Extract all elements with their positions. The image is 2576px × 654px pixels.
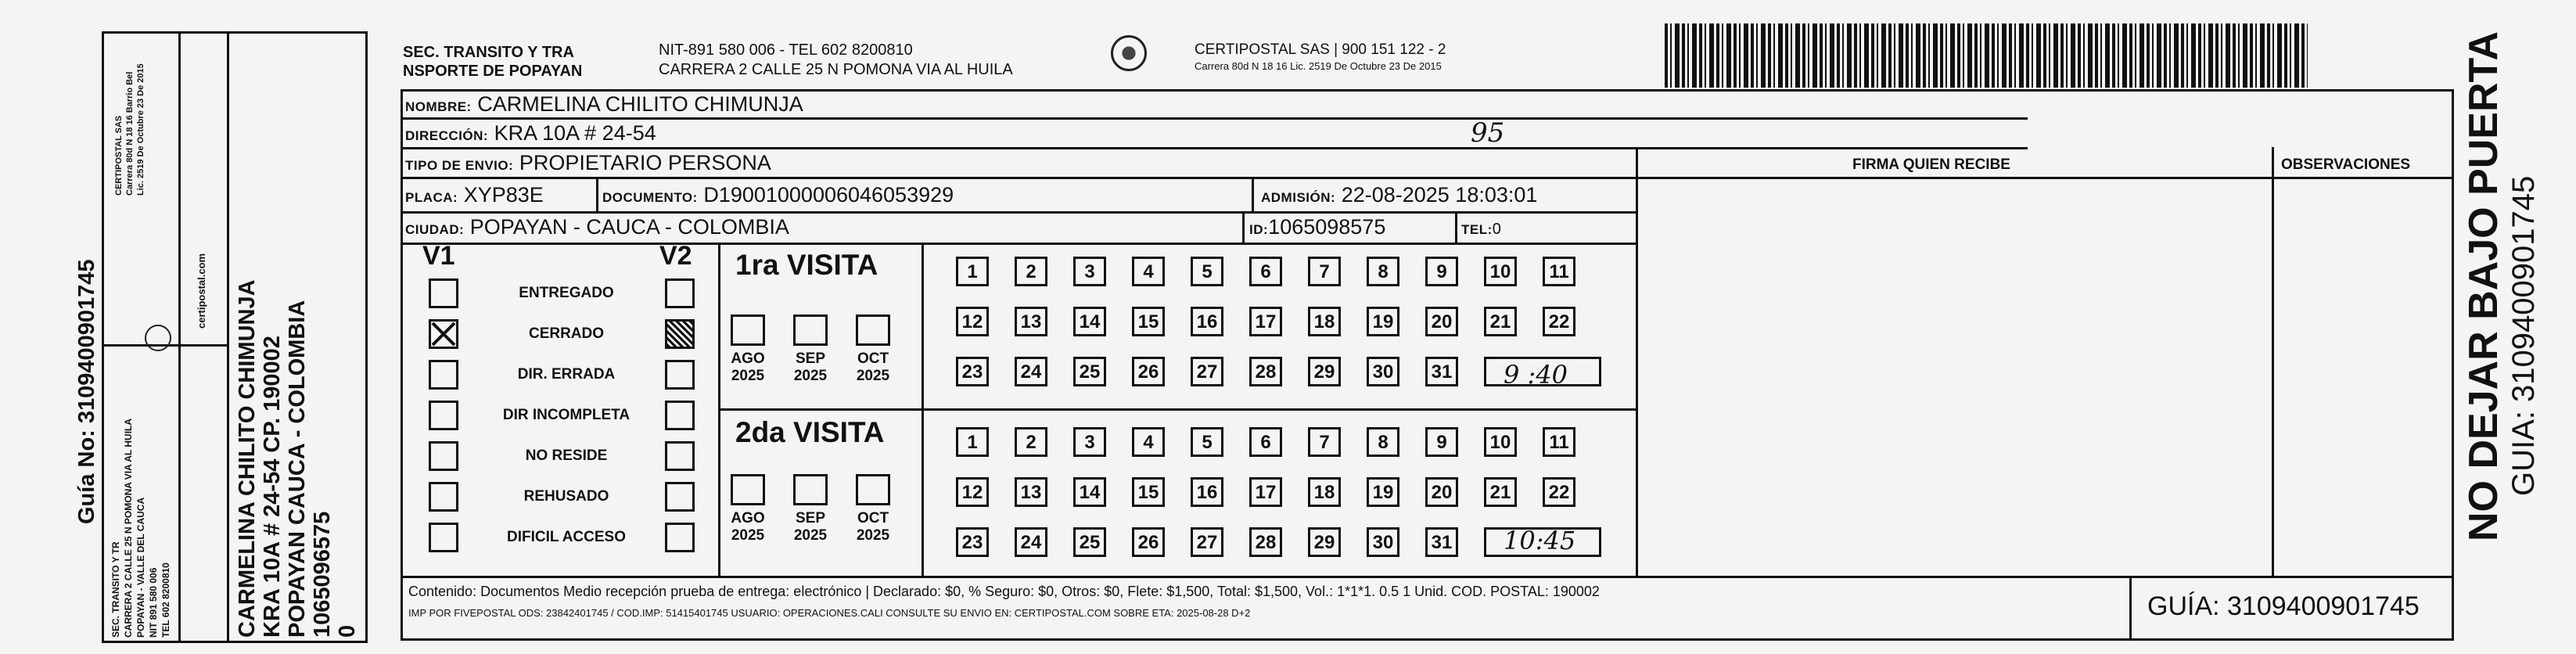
- day-box[interactable]: 7: [1308, 427, 1341, 457]
- v2-checkbox-entregado[interactable]: [665, 278, 695, 308]
- day-box[interactable]: 12: [956, 477, 989, 507]
- day-box[interactable]: 21: [1484, 477, 1517, 507]
- day-box[interactable]: 11: [1543, 257, 1575, 286]
- visit-row-divider: [718, 408, 1638, 411]
- header-sender: SEC. TRANSITO Y TRA NSPORTE DE POPAYAN: [403, 44, 583, 80]
- day-box[interactable]: 4: [1132, 427, 1165, 457]
- day-box[interactable]: 15: [1132, 307, 1165, 336]
- day-box[interactable]: 24: [1015, 357, 1047, 386]
- day-box[interactable]: 29: [1308, 527, 1341, 557]
- col-line-id: [1242, 211, 1245, 243]
- day-box[interactable]: 27: [1191, 357, 1223, 386]
- day-box[interactable]: 8: [1367, 257, 1399, 286]
- day-box[interactable]: 22: [1543, 307, 1575, 336]
- day-box[interactable]: 17: [1249, 477, 1282, 507]
- v2-checkbox-dificil-acceso[interactable]: [665, 523, 695, 552]
- month-label: SEP 2025: [793, 510, 828, 544]
- v2-checkbox-dir-incompleta[interactable]: [665, 401, 695, 430]
- day-box[interactable]: 18: [1308, 307, 1341, 336]
- day-box[interactable]: 4: [1132, 257, 1165, 286]
- day-box[interactable]: 23: [956, 527, 989, 557]
- field-placa: PLACA: XYP83E: [405, 183, 544, 207]
- col-line-footer: [2129, 576, 2132, 641]
- month-label: OCT 2025: [856, 510, 890, 544]
- day-box[interactable]: 1: [956, 257, 989, 286]
- footer-content-line: Contenido: Documentos Medio recepción prueba de entrega: electrónico | Declarado: $0, % Seguro: $0, Otros: $0, Flete: $1,500, Total: $1,500, Vol.: 1*1*1. 0.5 1 Unid. COD. POSTAL: 190002: [408, 584, 1600, 599]
- day-box[interactable]: 20: [1425, 477, 1458, 507]
- day-box[interactable]: 20: [1425, 307, 1458, 336]
- status-label: NO RESIDE: [525, 447, 608, 464]
- day-box[interactable]: 2: [1015, 427, 1047, 457]
- day-box[interactable]: 24: [1015, 527, 1047, 557]
- v1-checkbox-no-reside[interactable]: [429, 441, 458, 471]
- day-box[interactable]: 3: [1073, 427, 1106, 457]
- status-label: ENTREGADO: [519, 285, 614, 301]
- month-checkbox[interactable]: [793, 314, 828, 346]
- visit1-time: 9 :40: [1504, 360, 1568, 390]
- field-ciudad: CIUDAD: POPAYAN - CAUCA - COLOMBIA: [405, 215, 789, 239]
- day-box[interactable]: 5: [1191, 427, 1223, 457]
- stub-divider-1: [178, 31, 181, 643]
- day-box[interactable]: 9: [1425, 427, 1458, 457]
- header-courier: CERTIPOSTAL SAS | 900 151 122 - 2 Carrera 80d N 18 16 Lic. 2519 De Octubre 23 De 2015: [1195, 41, 1446, 72]
- day-box[interactable]: 2: [1015, 257, 1047, 286]
- col-line-placa: [596, 177, 598, 211]
- day-box[interactable]: 6: [1249, 257, 1282, 286]
- footer-guia-box: GUÍA: 3109400901745: [2147, 591, 2420, 621]
- status-label: CERRADO: [528, 325, 605, 342]
- footer-print-line: IMP POR FIVEPOSTAL ODS: 23842401745 / COD.IMP: 51415401745 USUARIO: OPERACIONES.CALI CONSULTE SU ENVIO EN: CERTIPOSTAL.COM SOBRE ETA: 2025-08-28 D+2: [408, 607, 1251, 619]
- day-box[interactable]: 26: [1132, 357, 1165, 386]
- month-label: OCT 2025: [856, 350, 890, 384]
- month-checkbox[interactable]: [856, 474, 890, 505]
- visit1-title: 1ra VISITA: [735, 249, 878, 281]
- v1-checkbox-dir-incompleta[interactable]: [429, 401, 458, 430]
- field-documento: DOCUMENTO: D19001000006046053929: [602, 183, 954, 207]
- day-box[interactable]: 11: [1543, 427, 1575, 457]
- stub-divider-2: [227, 31, 229, 643]
- day-box[interactable]: 17: [1249, 307, 1282, 336]
- v2-checkbox-dir-errada[interactable]: [665, 360, 695, 390]
- day-box[interactable]: 21: [1484, 307, 1517, 336]
- v1-checkbox-cerrado[interactable]: [429, 319, 458, 349]
- day-box[interactable]: 22: [1543, 477, 1575, 507]
- day-box[interactable]: 15: [1132, 477, 1165, 507]
- stub-courier-logo: [145, 325, 171, 351]
- barcode: [1665, 23, 2308, 88]
- v1-checkbox-entregado[interactable]: [429, 278, 458, 308]
- day-box[interactable]: 29: [1308, 357, 1341, 386]
- day-box[interactable]: 28: [1249, 527, 1282, 557]
- month-label: AGO 2025: [731, 510, 765, 544]
- day-box[interactable]: 13: [1015, 307, 1047, 336]
- month-checkbox[interactable]: [856, 314, 890, 346]
- day-box[interactable]: 1: [956, 427, 989, 457]
- day-box[interactable]: 31: [1425, 527, 1458, 557]
- day-box[interactable]: 16: [1191, 307, 1223, 336]
- day-box[interactable]: 25: [1073, 357, 1106, 386]
- v1-checkbox-dificil-acceso[interactable]: [429, 523, 458, 552]
- day-box[interactable]: 6: [1249, 427, 1282, 457]
- v1-title: V1: [422, 241, 455, 271]
- col-line-admision: [1252, 177, 1254, 211]
- month-label: SEP 2025: [793, 350, 828, 384]
- day-box[interactable]: 18: [1308, 477, 1341, 507]
- day-box[interactable]: 25: [1073, 527, 1106, 557]
- day-box[interactable]: 19: [1367, 477, 1399, 507]
- v2-title: V2: [659, 241, 692, 271]
- handwritten-note: 95: [1471, 117, 1505, 149]
- v2-checkbox-cerrado[interactable]: [665, 319, 695, 349]
- field-tel: TEL:0: [1461, 221, 1501, 238]
- day-box[interactable]: 30: [1367, 357, 1399, 386]
- v2-checkbox-rehusado[interactable]: [665, 482, 695, 512]
- field-nombre: NOMBRE: CARMELINA CHILITO CHIMUNJA: [405, 92, 803, 116]
- status-label: DIR. ERRADA: [517, 366, 616, 383]
- field-direccion: DIRECCIÓN: KRA 10A # 24-54: [405, 121, 656, 145]
- col-line-firma: [1636, 147, 1638, 577]
- status-label: DIFICIL ACCESO: [506, 529, 626, 545]
- day-box[interactable]: 12: [956, 307, 989, 336]
- status-label: REHUSADO: [523, 488, 609, 505]
- day-box[interactable]: 3: [1073, 257, 1106, 286]
- column-observaciones-title: OBSERVACIONES: [2281, 156, 2411, 173]
- field-admision: ADMISIÓN: 22-08-2025 18:03:01: [1261, 183, 1538, 207]
- day-box[interactable]: 19: [1367, 307, 1399, 336]
- col-line-obs: [2272, 147, 2274, 577]
- day-box[interactable]: 28: [1249, 357, 1282, 386]
- day-box[interactable]: 10: [1484, 257, 1517, 286]
- month-checkbox[interactable]: [731, 314, 765, 346]
- day-box[interactable]: 23: [956, 357, 989, 386]
- day-box[interactable]: 8: [1367, 427, 1399, 457]
- day-box[interactable]: 27: [1191, 527, 1223, 557]
- day-box[interactable]: 30: [1367, 527, 1399, 557]
- col-line-tel: [1455, 211, 1457, 243]
- day-box[interactable]: 16: [1191, 477, 1223, 507]
- day-box[interactable]: 14: [1073, 477, 1106, 507]
- day-box[interactable]: 10: [1484, 427, 1517, 457]
- v2-checkbox-no-reside[interactable]: [665, 441, 695, 471]
- day-box[interactable]: 26: [1132, 527, 1165, 557]
- visit2-time: 10:45: [1504, 526, 1576, 555]
- row-line-6: [401, 576, 2454, 578]
- header-nit: NIT-891 580 006 - TEL 602 8200810 CARRERA 2 CALLE 25 N POMONA VIA AL HUILA: [659, 41, 1013, 78]
- day-box[interactable]: 5: [1191, 257, 1223, 286]
- status-label: DIR INCOMPLETA: [502, 407, 631, 423]
- month-checkbox[interactable]: [793, 474, 828, 505]
- courier-logo-icon: [1111, 35, 1147, 71]
- v1-checkbox-dir-errada[interactable]: [429, 360, 458, 390]
- v1-checkbox-rehusado[interactable]: [429, 482, 458, 512]
- day-box[interactable]: 9: [1425, 257, 1458, 286]
- month-label: AGO 2025: [731, 350, 765, 384]
- day-box[interactable]: 31: [1425, 357, 1458, 386]
- day-box[interactable]: 14: [1073, 307, 1106, 336]
- field-tipo: TIPO DE ENVIO: PROPIETARIO PERSONA: [405, 151, 771, 174]
- field-id: ID:1065098575: [1249, 215, 1386, 239]
- day-box[interactable]: 7: [1308, 257, 1341, 286]
- month-checkbox[interactable]: [731, 474, 765, 505]
- delivery-guide-document: Guía No: 3109400901745 SEC. TRANSITO Y TR CARRERA 2 CALLE 25 N POMONA VIA AL HUILA POPAYAN - VALLE DEL CAUCA NIT 891 580 006 TEL 602 8200810 CERTIPOSTAL SAS Carrera 80d N 18 16 Barrio Bel Lic. 2519 De Octubre 23 De 2015 certipostal.com CARMELINA CHILITO CHIMUNJA KRA 10A # 24-54 CP. 190002 POPAYAN CAUCA - COLOMBIA 1065096575 0 SEC. TRANSITO Y TRA NSPORTE DE POPAYAN NIT-891 580 006 - TEL 602 8200810 CARRERA 2 CALLE 25 N POMONA VIA AL HUILA CERTIPOSTAL SAS | 900 151 122 - 2 Carrera 80d N 18 16 Lic. 2519 De Octubre 23 De 2015 NOMBRE: CARMELINA CHILITO CHIMUNJA DIRECCIÓN: KRA 10A # 24-54 95 TIPO DE ENVIO: PROPIETARIO PERSONA PLACA: XYP83E DOCUMENTO: D19001000006046053929 ADMISIÓN: 22-08-2025 18:03:01 CIUDAD: POPAYAN - CAUCA - COLOMBIA ID:1065098575 TEL:0 FIRMA QUIEN RECIBE OBSERVACIONES V1 V2 ENTREGADO CERRADO DIR. ERRADA DIR INCOMPLETA NO RESIDE REHUSADO DIFICIL ACCESO 1ra VISITA AGO 2025 SEP 2025 OCT 2025 1 2 3 4 5 6 7 8 9 10 11 12 13 14 15 16 17 18 19 20 21 22 23 24 25 26 27 28 29 30 31 9 :40 2da VISITA AGO 2025 SEP 2025 OCT 2025 1 2 3 4 5 6 7 8 9 10 11 12 13 14 15 16 17 18 19 20 21 22 23 24 25 26 27 28 29 30 31 10:45 Contenido: Documentos Medio recepción prueba de entrega: electrónico | Declarado: $0, % Seguro: $0, Otros: $0, Flete: $1,500, Total: $1,500, Vol.: 1*1*1. 0.5 1 Unid. COD. POSTAL: 190002 IMP POR FIVEPOSTAL ODS: 23842401745 / COD.IMP: 51415401745 USUARIO: OPERACIONES.CALI CONSULTE SU ENVIO EN: CERTIPOSTAL.COM SOBRE ETA: 2025-08-28 D+2 GUÍA: 3109400901745 NO DEJAR BAJO PUERTA GUIA: 3109400901745: [0, 0, 2576, 654]
- column-firma-title: FIRMA QUIEN RECIBE: [1852, 156, 2010, 173]
- visit2-title: 2da VISITA: [735, 416, 885, 448]
- day-box[interactable]: 13: [1015, 477, 1047, 507]
